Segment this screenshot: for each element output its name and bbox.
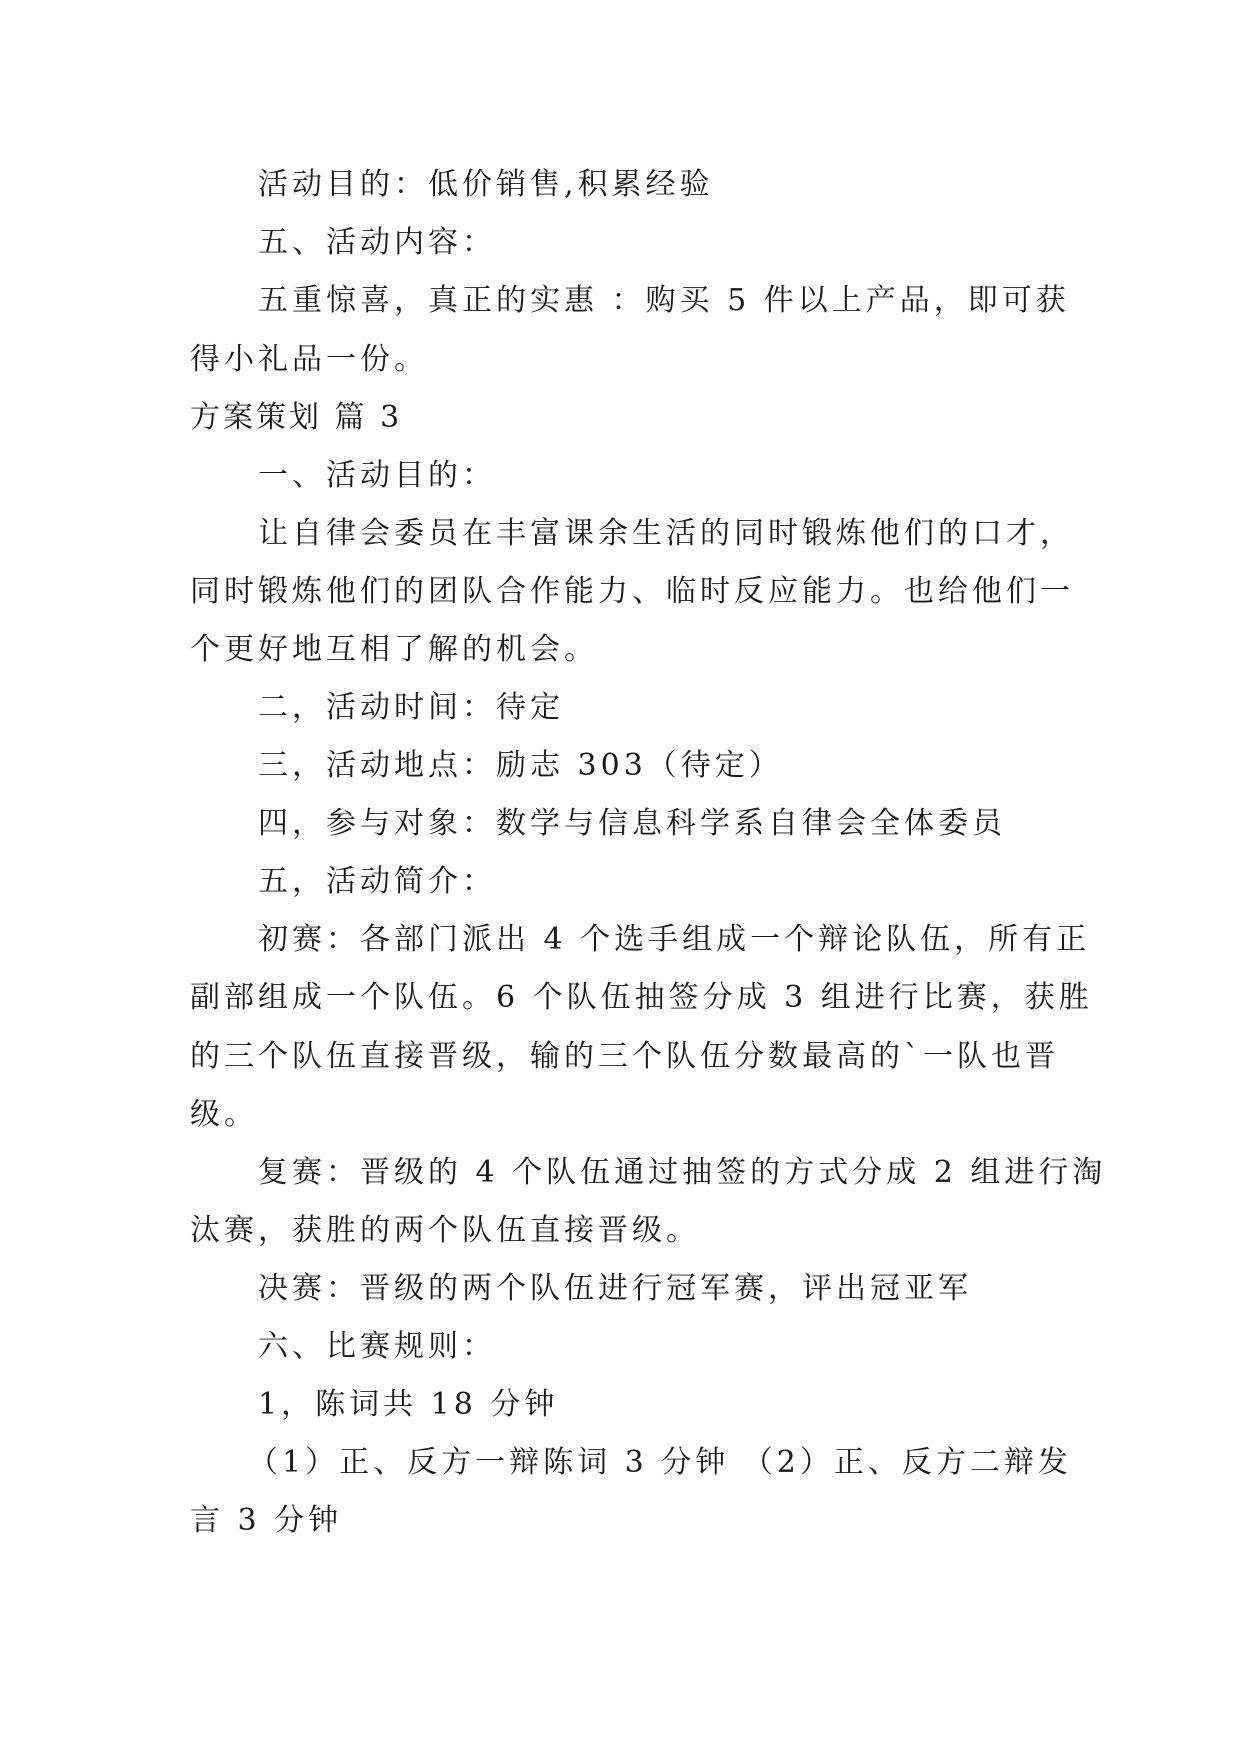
text-line: 二，活动时间：待定 [258, 690, 564, 725]
text-line: 同时锻炼他们的团队合作能力、临时反应能力。也给他们一 [190, 574, 1074, 609]
text-line: 五、活动内容： [258, 225, 496, 260]
text-line: 活动目的：低价销售,积累经验 [258, 167, 714, 202]
text-line: 让自律会委员在丰富课余生活的同时锻炼他们的口才， [258, 516, 1074, 551]
text-line: 级。 [190, 1097, 258, 1132]
text-line: 复赛：晋级的 4 个队伍通过抽签的方式分成 2 组进行淘 [258, 1155, 1107, 1190]
section-heading: 方案策划 篇 3 [190, 400, 403, 435]
text-line: （1）正、反方一辩陈词 3 分钟 （2）正、反方二辩发 [248, 1445, 1072, 1480]
text-line: 五，活动简介： [258, 864, 496, 899]
text-line: 四，参与对象：数学与信息科学系自律会全体委员 [258, 806, 1006, 841]
text-line: 汰赛，获胜的两个队伍直接晋级。 [190, 1213, 700, 1248]
text-line: 初赛：各部门派出 4 个选手组成一个辩论队伍，所有正 [258, 922, 1091, 957]
text-line: 六、比赛规则： [258, 1329, 496, 1364]
text-line: 一、活动目的： [258, 458, 496, 493]
text-line: 副部组成一个队伍。6 个队伍抽签分成 3 组进行比赛，获胜 [190, 980, 1093, 1015]
text-line: 1，陈词共 18 分钟 [258, 1387, 559, 1422]
text-line: 得小礼品一份。 [190, 342, 428, 377]
text-line: 言 3 分钟 [190, 1503, 343, 1538]
text-line: 决赛：晋级的两个队伍进行冠军赛，评出冠亚军 [258, 1271, 972, 1306]
text-line: 的三个队伍直接晋级，输的三个队伍分数最高的`一队也晋 [190, 1039, 1059, 1074]
text-line: 三，活动地点：励志 303（待定） [258, 748, 783, 783]
text-line: 五重惊喜，真正的实惠 ：购买 5 件以上产品，即可获 [258, 283, 1070, 318]
text-line: 个更好地互相了解的机会。 [190, 632, 598, 667]
